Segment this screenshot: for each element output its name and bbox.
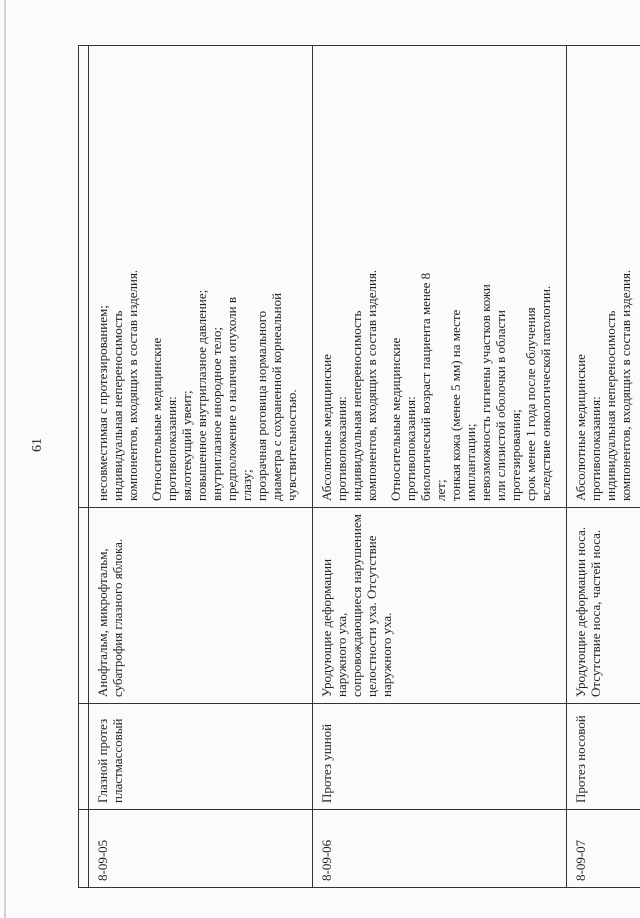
- contra-block-absolute: [319, 52, 379, 501]
- contra-line: прозрачная роговица нормального: [254, 310, 269, 501]
- row-indications: Уродующие деформации наружного уха, сопровождающиеся нарушением целостности уха. Отсутствие наружного уха.: [313, 508, 567, 704]
- row-name: Протез носовой: [567, 704, 640, 810]
- contra-block-absolute: [573, 52, 633, 501]
- contra-line: Абсолютные медицинские: [573, 354, 588, 501]
- row-code: 8-09-05: [89, 810, 313, 888]
- contra-block-relative: [388, 52, 553, 501]
- row-name: Глазной протез пластмассовый: [89, 704, 313, 810]
- contra-line: протезирования;: [508, 409, 523, 501]
- contra-line: предположение о наличии опухоли в: [224, 297, 239, 501]
- row-name: Протез ушной: [313, 704, 567, 810]
- contra-line: вялотекущий увеит;: [179, 390, 194, 501]
- scan-edge-line: [4, 0, 6, 918]
- contra-line: имплантации;: [463, 423, 478, 501]
- contra-line: противопоказания:: [588, 396, 603, 501]
- contra-line: биологический возраст пациента менее 8: [418, 272, 433, 501]
- row-code: 8-09-06: [313, 810, 567, 888]
- contra-line: индивидуальная непереносимость: [603, 310, 618, 501]
- contra-line: внутриглазное инородное тело;: [209, 327, 224, 501]
- contra-line: противопоказания:: [334, 396, 349, 501]
- contra-line: Относительные медицинские: [149, 337, 164, 501]
- row-contraindications: [89, 46, 313, 508]
- row-contraindications: [313, 46, 567, 508]
- devices-table: [78, 45, 640, 888]
- contra-line: тонкая кожа (менее 5 мм) на месте: [448, 309, 463, 501]
- contra-line: глазу;: [239, 469, 254, 501]
- contra-line: противопоказания:: [164, 396, 179, 501]
- contra-line: или слизистой оболочки в области: [493, 310, 508, 501]
- page-number: 61: [30, 438, 45, 452]
- contra-line: срок менее 1 года после облучения: [523, 307, 538, 501]
- table-continuation-row: [79, 46, 89, 888]
- contra-line: индивидуальная непереносимость: [349, 310, 364, 501]
- row-indications: Уродующие деформации носа. Отсутствие носа, частей носа.: [567, 508, 640, 704]
- contra-line: невозможность гигиены участков кожи: [478, 284, 493, 501]
- contra-line: индивидуальная непереносимость: [110, 310, 125, 501]
- contra-line: компонентов, входящих в состав изделия.: [618, 269, 633, 501]
- rotated-table-container: [78, 46, 633, 888]
- contra-line: компонентов, входящих в состав изделия.: [125, 269, 140, 501]
- contra-line: Абсолютные медицинские: [319, 354, 334, 501]
- contra-line: диаметра с сохраненной корнеальной: [269, 292, 284, 501]
- row-indications: Анофтальм, микрофтальм, субатрофия глазного яблока.: [89, 508, 313, 704]
- contra-line: лет;: [433, 479, 448, 501]
- contra-line: противопоказания:: [403, 396, 418, 501]
- contra-line: несовместимая с протезированием;: [95, 305, 110, 501]
- contra-line: вследствие онкологической патологии.: [538, 285, 553, 501]
- contra-block-relative: [149, 52, 299, 501]
- table-row: [89, 46, 313, 888]
- contra-line: компонентов, входящих в состав изделия.: [364, 269, 379, 501]
- contra-line: Относительные медицинские: [388, 337, 403, 501]
- contra-line: повышенное внутриглазное давление;: [194, 289, 209, 501]
- table-row: [313, 46, 567, 888]
- row-contraindications: [567, 46, 640, 508]
- contra-line: чувствительностью.: [284, 389, 299, 501]
- row-code: 8-09-07: [567, 810, 640, 888]
- table-row: [567, 46, 640, 888]
- contra-block-absolute: [95, 52, 140, 501]
